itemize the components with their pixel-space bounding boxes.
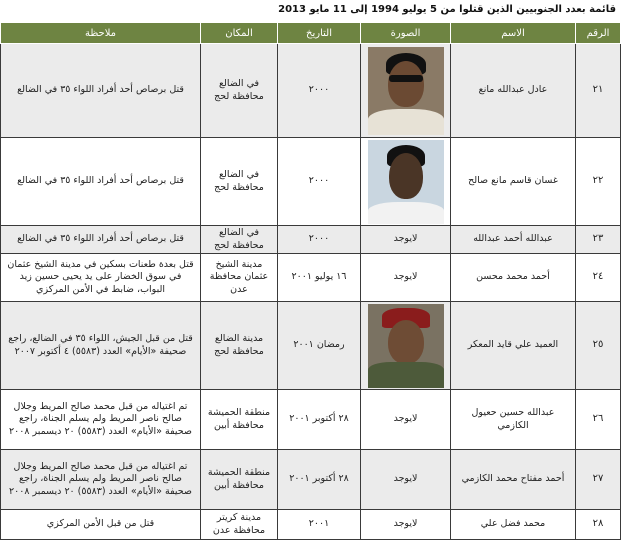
row-photo: لايوجد xyxy=(361,226,451,254)
table-row xyxy=(1,390,621,450)
row-name: عبدالله أحمد عبدالله xyxy=(451,226,576,254)
table-row xyxy=(1,138,621,226)
row-name: العميد علي قايد المعكر xyxy=(451,302,576,390)
header-num: الرقم xyxy=(576,23,621,44)
row-notes: تم اغتياله من قبل محمد صالح المريط وجلال صالح ناصر المريط ولم يسلم الجناة، راجع صحيفة «الأيام» العدد (٥٥٨٣) ٢٠ ديسمبر ٢٠٠٨ xyxy=(1,450,201,510)
portrait-photo-icon xyxy=(368,140,444,224)
row-place: في الضالع محافظة لحج xyxy=(201,226,278,254)
row-place: مدينة الضالع محافظة لحج xyxy=(201,302,278,390)
portrait-photo-icon xyxy=(368,47,444,135)
table-row xyxy=(1,226,621,254)
row-date: ٢٠٠٠ xyxy=(278,226,361,254)
row-place: في الضالع محافظة لحج xyxy=(201,138,278,226)
row-date: ٢٠٠١ xyxy=(278,510,361,540)
row-number: ٢٢ xyxy=(576,138,621,226)
row-number: ٢٨ xyxy=(576,510,621,540)
row-photo-cell xyxy=(361,138,451,226)
row-photo: لايوجد xyxy=(361,390,451,450)
table-row xyxy=(1,510,621,540)
row-notes: قتل برصاص أحد أفراد اللواء ٣٥ في الضالع xyxy=(1,44,201,138)
row-number: ٢٤ xyxy=(576,254,621,302)
row-number: ٢٧ xyxy=(576,450,621,510)
row-name: غسان قاسم مانع صالح xyxy=(451,138,576,226)
row-name: عبدالله حسين حعيول الكازمي xyxy=(451,390,576,450)
header-notes: ملاحظة xyxy=(1,23,201,44)
row-place: منطقة الحميشة محافظة أبين xyxy=(201,390,278,450)
row-notes: قتل من قبل الجيش، اللواء ٣٥ في الضالع، راجع صحيفة «الأيام» العدد (٥٥٨٣) ٤ أكتوبر ٢٠٠٧ xyxy=(1,302,201,390)
row-date: رمضان ٢٠٠١ xyxy=(278,302,361,390)
table-header-row xyxy=(1,23,621,44)
row-photo-cell xyxy=(361,44,451,138)
row-date: ٢٨ أكتوبر ٢٠٠١ xyxy=(278,450,361,510)
row-photo: لايوجد xyxy=(361,510,451,540)
header-name: الاسم xyxy=(451,23,576,44)
portrait-photo-icon xyxy=(368,304,444,388)
row-photo: لايوجد xyxy=(361,254,451,302)
row-number: ٢٥ xyxy=(576,302,621,390)
row-place: في الضالع محافظة لحج xyxy=(201,44,278,138)
row-date: ٢٨ أكتوبر ٢٠٠١ xyxy=(278,390,361,450)
row-place: منطقة الحميشة محافظة أبين xyxy=(201,450,278,510)
row-number: ٢٦ xyxy=(576,390,621,450)
table-row xyxy=(1,44,621,138)
table-row xyxy=(1,450,621,510)
row-notes: قتل برصاص أحد أفراد اللواء ٣٥ في الضالع xyxy=(1,226,201,254)
row-photo-cell xyxy=(361,302,451,390)
row-date: ١٦ يوليو ٢٠٠١ xyxy=(278,254,361,302)
row-name: عادل عبدالله مانع xyxy=(451,44,576,138)
row-date: ٢٠٠٠ xyxy=(278,44,361,138)
header-photo: الصورة xyxy=(361,23,451,44)
header-date: التاريخ xyxy=(278,23,361,44)
row-place: مدينة كريتر محافظة عدن xyxy=(201,510,278,540)
row-place: مدينة الشيخ عثمان محافظة عدن xyxy=(201,254,278,302)
row-notes: قتل برصاص أحد أفراد اللواء ٣٥ في الضالع xyxy=(1,138,201,226)
row-notes: قتل من قبل الأمن المركزي xyxy=(1,510,201,540)
row-notes: قتل بعدة طعنات بسكين في مدينة الشيخ عثمان في سوق الخضار على يد يحيى حسين زيد البواب، ضابط في الأمن المركزي xyxy=(1,254,201,302)
table-row xyxy=(1,302,621,390)
row-name: محمد فضل علي xyxy=(451,510,576,540)
row-notes: تم اغتياله من قبل محمد صالح المريط وجلال صالح ناصر المريط ولم يسلم الجناة، راجع صحيفة «الأيام» العدد (٥٥٨٣) ٢٠ ديسمبر ٢٠٠٨ xyxy=(1,390,201,450)
row-date: ٢٠٠٠ xyxy=(278,138,361,226)
row-name: أحمد محمد محسن xyxy=(451,254,576,302)
header-place: المكان xyxy=(201,23,278,44)
victims-table xyxy=(0,22,621,540)
table-row xyxy=(1,254,621,302)
row-number: ٢١ xyxy=(576,44,621,138)
row-photo: لايوجد xyxy=(361,450,451,510)
document-title: قائمة بعدد الجنوبيين الذين قتلوا من 5 يوليو 1994 إلى 11 مايو 2013 xyxy=(278,4,616,15)
row-number: ٢٣ xyxy=(576,226,621,254)
row-name: أحمد مفتاح محمد الكازمي xyxy=(451,450,576,510)
